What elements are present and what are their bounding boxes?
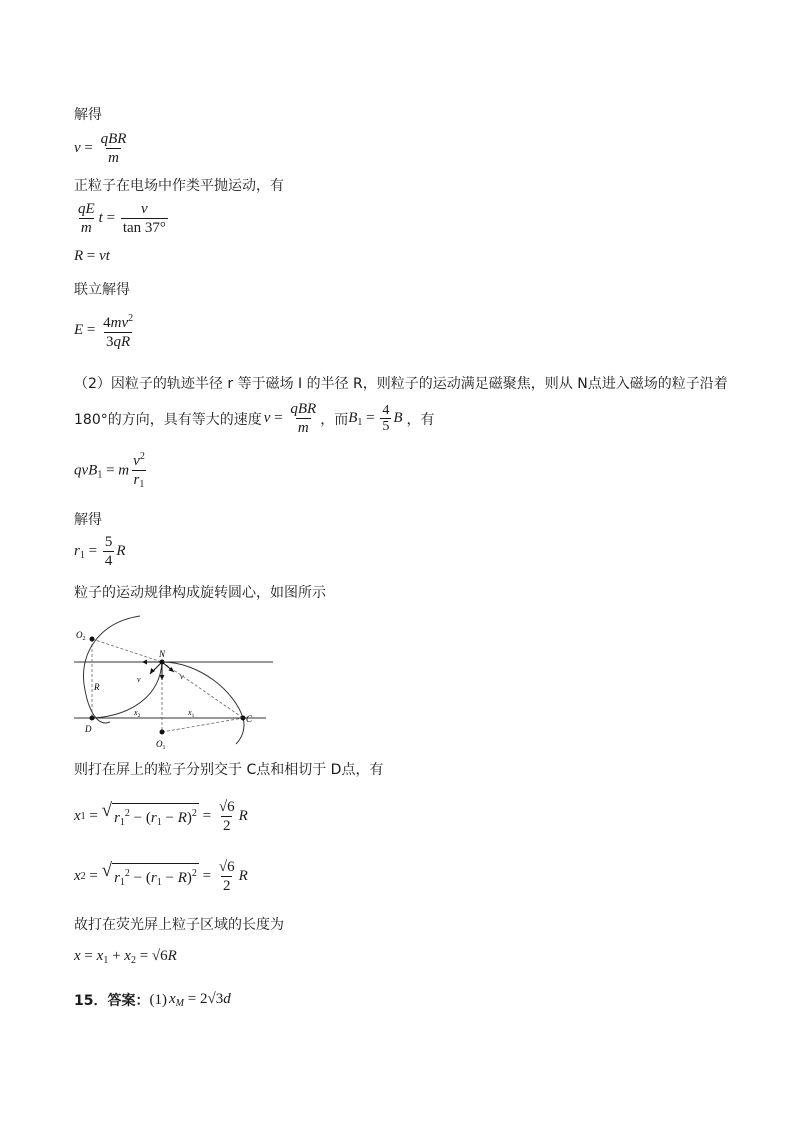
- text-length: 故打在荧光屏上粒子区域的长度为: [74, 917, 284, 933]
- equation-x2: x 2 = √ $r_1^2 - (r_1 - R)^2$ = $\frac{√6}{2}$ R: [74, 859, 248, 894]
- text-jiede-1: 解得: [74, 107, 102, 123]
- label-n: N: [159, 649, 166, 659]
- text-part2-line2c: ，有: [406, 411, 435, 428]
- tan-angle-label: tan 37°: [122, 220, 166, 236]
- text-electric-field-motion: 正粒子在电场中作类平抛运动，有: [74, 178, 284, 194]
- dashed-o1-c: [162, 718, 243, 732]
- label-c: C: [246, 714, 253, 724]
- text-part2-line2a: 180°的方向，具有等大的速度: [74, 411, 262, 428]
- equation-total-length: $x = x_1 + x_2 = √6R$: [74, 948, 177, 966]
- equation-lorentz-force: qvB$_1$ = m $\frac{v^2}{r_1}$: [74, 448, 149, 494]
- point-d: [90, 716, 95, 721]
- text-part2-line2: 180°的方向，具有等大的速度 v = $\frac{\text{qBR}}{m}$ ，而 $B_1$ = $\frac{4}{5}$ B ，有: [74, 401, 435, 436]
- text-part2-line2b: ，而: [320, 411, 349, 428]
- text-figure-caption: 粒子的运动规律构成旋转圆心，如图所示: [74, 585, 326, 601]
- equation-r1: $r_1$ = $\frac{5}{4}$ R: [74, 534, 126, 569]
- equation-field-strength: E = $\frac{4mv^2}{3qR}$: [74, 313, 134, 350]
- label-v-left: v: [137, 675, 141, 684]
- text-part2-line1: （2）因粒子的轨迹半径 r 等于磁场 I 的半径 R，则粒子的运动满足磁聚焦，则从 N点进入磁场的粒子沿着: [74, 376, 728, 392]
- text-jiede-2: 解得: [74, 512, 102, 528]
- label-d: D: [85, 724, 92, 734]
- text-screen-points: 则打在屏上的粒子分别交于 C点和相切于 D点，有: [74, 762, 384, 778]
- answer-15: [74, 990, 231, 1010]
- equation-velocity: v = $\frac{\text{qBR}}{m}$: [74, 131, 127, 166]
- trajectory-arc-c: [162, 662, 244, 744]
- answer-part-1: (1): [149, 991, 167, 1008]
- dashed-o2-n: [92, 639, 162, 662]
- point-o2: [90, 637, 95, 642]
- answer-label: 15．答案：: [74, 993, 150, 1009]
- equation-x1: x 1 = √ $r_1^2 - (r_1 - R)^2$ = $\frac{√6}{2}$ R: [74, 799, 248, 834]
- dashed-n-c: [162, 662, 243, 718]
- point-c: [241, 716, 246, 721]
- label-x2: $x_2$: [134, 708, 141, 719]
- label-o2: $O_2$: [76, 630, 86, 642]
- text-lianli: 联立解得: [74, 282, 130, 298]
- label-o1: $O_1$: [156, 739, 166, 751]
- equation-xm: $x_M = 2√3d$: [168, 991, 231, 1009]
- label-r: R: [94, 682, 100, 692]
- point-n: [160, 660, 165, 665]
- figure-magnetic-focusing: [70, 612, 280, 752]
- point-o1: [160, 730, 165, 735]
- label-x1: $x_1$: [188, 708, 195, 719]
- equation-radius: R = vt: [74, 248, 110, 264]
- equation-electric-field: $\frac{qE}{m}$ t = $\frac{v}{\tan 37^\circ}$: [78, 201, 166, 236]
- label-v-right: v: [180, 672, 184, 681]
